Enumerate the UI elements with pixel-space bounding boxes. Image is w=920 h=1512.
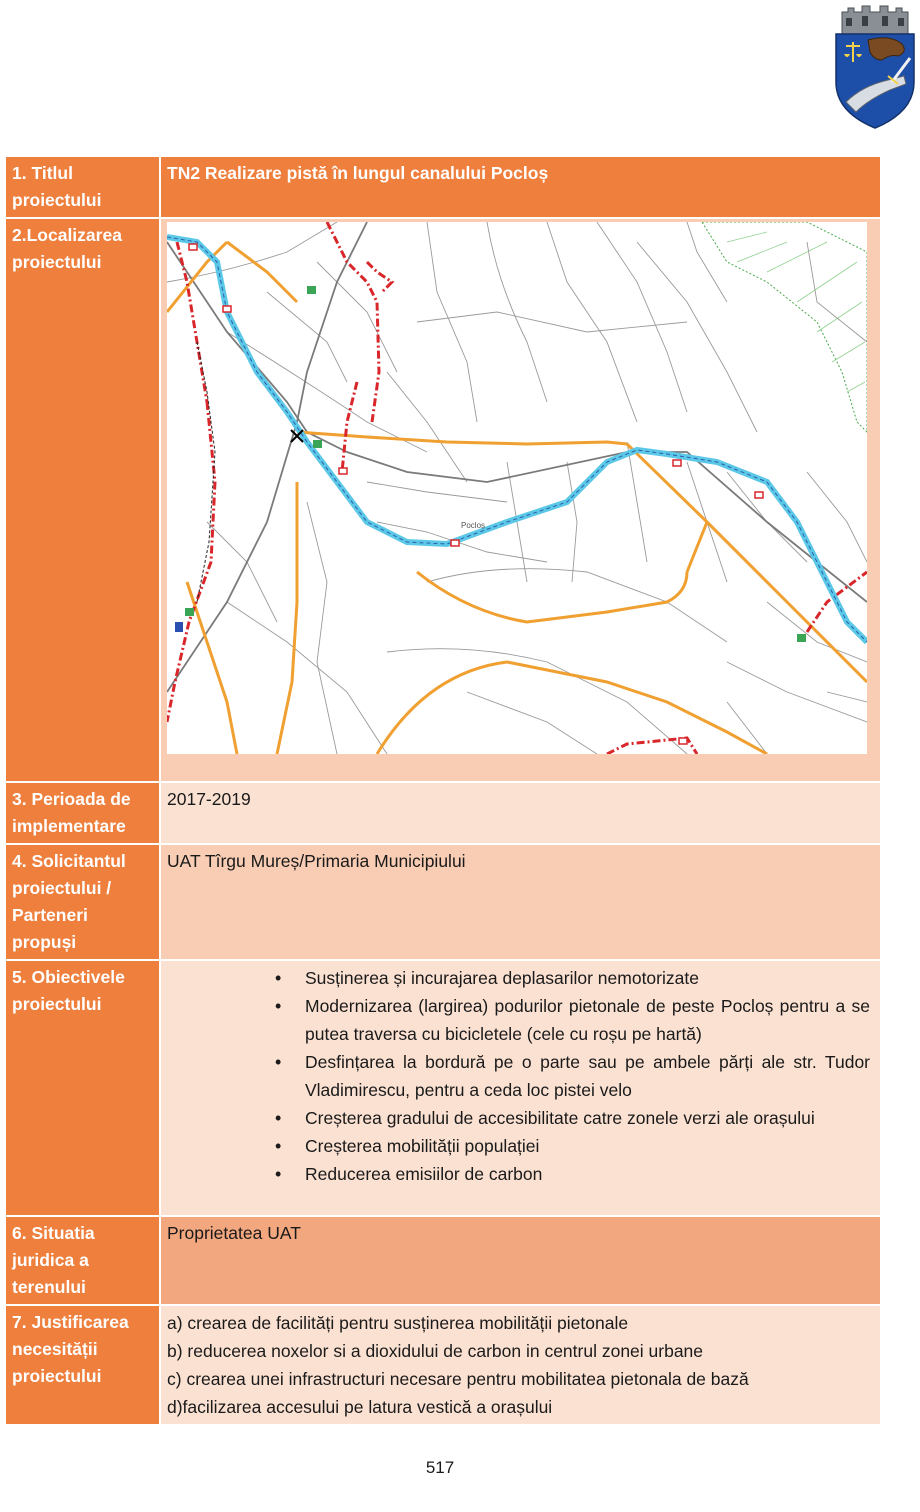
legal-value: Proprietatea UAT — [160, 1216, 881, 1305]
location-map-cell — [160, 218, 881, 782]
justification-line: b) reducerea noxelor si a dioxidului de carbon in centrul zonei urbane — [167, 1341, 704, 1361]
justification-line: c) crearea unei infrastructuri necesare pentru mobilitatea pietonala de bază — [167, 1369, 749, 1389]
row-applicant — [5, 844, 881, 960]
row-label-title: 1. Titlul proiectului — [5, 156, 160, 218]
row-label-objectives: 5. Obiectivele proiectului — [5, 960, 160, 1216]
justification-cell — [160, 1305, 881, 1425]
row-location — [5, 218, 881, 782]
list-item: • Desfințarea la bordură pe o parte sau pe ambele părți ale str. Tudor Vladimirescu, pentru a ceda loc pistei velo — [167, 1048, 874, 1104]
list-item: • Reducerea emisiilor de carbon — [167, 1160, 874, 1188]
row-objectives — [5, 960, 881, 1216]
list-item: • Susținerea și incurajarea deplasarilor nemotorizate — [167, 964, 874, 992]
list-item: • Creșterea gradului de accesibilitate catre zonele verzi ale orașului — [167, 1104, 874, 1132]
map-street-label: Pocloș — [461, 521, 486, 530]
applicant-value: UAT Tîrgu Mureș/Primaria Municipiului — [160, 844, 881, 960]
row-period — [5, 782, 881, 844]
row-label-location: 2.Localizarea proiectului — [5, 218, 160, 782]
row-label-applicant: 4. Solicitantul proiectului / Parteneri propuși — [5, 844, 160, 960]
objectives-cell — [160, 960, 881, 1216]
row-label-justification: 7. Justificarea necesității proiectului — [5, 1305, 160, 1425]
justification-line: a) crearea de facilități pentru susținerea mobilității pietonale — [167, 1313, 629, 1333]
page-number: 517 — [425, 1458, 455, 1477]
row-label-legal: 6. Situatia juridica a terenului — [5, 1216, 160, 1305]
list-item: • Modernizarea (largirea) podurilor pietonale de peste Pocloș pentru a se putea traversa cu bicicletele (cele cu roșu pe hartă) — [167, 992, 874, 1048]
project-title: TN2 Realizare pistă în lungul canalului Pocloș — [160, 156, 881, 218]
justification-line: d)facilizarea accesului pe latura vestică a orașului — [167, 1397, 553, 1417]
coat-of-arms-icon — [832, 4, 918, 130]
row-title — [5, 156, 881, 218]
row-justification — [5, 1305, 881, 1425]
period-value: 2017-2019 — [160, 782, 881, 844]
objectives-list — [167, 964, 874, 1188]
row-legal-status — [5, 1216, 881, 1305]
list-item: • Creșterea mobilității populației — [167, 1132, 874, 1160]
row-label-period: 3. Perioada de implementare — [5, 782, 160, 844]
project-sheet-table — [4, 155, 882, 1426]
location-map — [167, 222, 867, 754]
